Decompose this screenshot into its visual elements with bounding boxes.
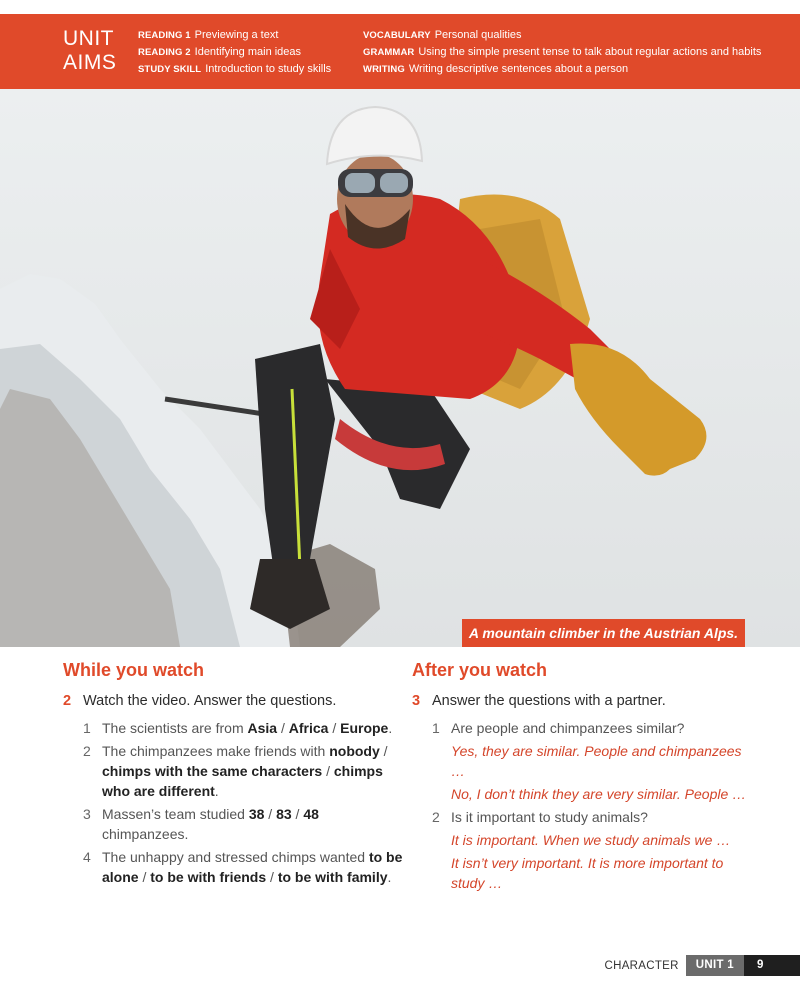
climber-illustration (0, 89, 800, 647)
question-text: Massen’s team studied (102, 806, 249, 822)
option[interactable]: chimps with the same characters (102, 763, 323, 779)
goggle-lens (345, 173, 375, 193)
question-text: Are people and chimpanzees similar? (451, 720, 685, 736)
aim-key: VOCABULARY (363, 30, 431, 41)
option[interactable]: chimps who are different (102, 763, 383, 799)
aim-text: Using the simple present tense to talk about regular actions and habits (418, 46, 762, 58)
aims-list-right (363, 27, 761, 78)
question-item (83, 847, 403, 887)
after-you-watch-section (412, 657, 752, 896)
option[interactable]: nobody (329, 743, 380, 759)
aim-text: Previewing a text (194, 29, 279, 41)
task-text: Watch the video. Answer the questions. (83, 693, 337, 709)
option[interactable]: Africa (288, 720, 329, 736)
question-text: The chimpanzees make friends with (102, 743, 330, 759)
while-you-watch-section (63, 657, 403, 890)
question-item (432, 807, 752, 827)
question-number: 2 (432, 809, 440, 825)
question-end: . (388, 720, 393, 736)
task-number: 2 (63, 693, 72, 709)
aim-key: STUDY SKILL (138, 64, 202, 75)
option[interactable]: 83 (276, 806, 292, 822)
aim-text: Introduction to study skills (205, 63, 332, 75)
question-item (432, 718, 752, 738)
aim-key: READING 2 (138, 47, 191, 58)
aim-writing (363, 61, 761, 78)
aim-key: WRITING (363, 64, 405, 75)
question-end: chimpanzees. (102, 826, 189, 842)
unit-aims-title-line2: AIMS (63, 51, 117, 74)
separator: / (264, 806, 277, 822)
separator: / (328, 720, 341, 736)
option[interactable]: 38 (248, 806, 265, 822)
aim-text: Writing descriptive sentences about a person (408, 63, 629, 75)
question-text: Is it important to study animals? (451, 809, 648, 825)
photo-caption: A mountain climber in the Austrian Alps. (462, 619, 745, 647)
top-rule (0, 0, 800, 12)
footer-chapter-label: CHARACTER (604, 959, 679, 972)
sample-answer: No, I don’t think they are very similar. People … (451, 786, 747, 802)
page-footer (605, 955, 800, 976)
option[interactable]: to be with family (277, 869, 388, 885)
question-text: The unhappy and stressed chimps wanted (102, 849, 369, 865)
unit-aims-header (0, 14, 800, 89)
option[interactable]: Europe (340, 720, 389, 736)
question-end: . (387, 869, 392, 885)
aims-list-left (138, 27, 331, 78)
aim-text: Identifying main ideas (194, 46, 302, 58)
option[interactable]: to be with friends (150, 869, 267, 885)
separator: / (379, 743, 388, 759)
question-end: . (214, 783, 219, 799)
unit-aims-title-line1: UNIT (63, 27, 114, 50)
sample-answer: It is important. When we study animals we … (451, 832, 731, 848)
separator: / (322, 763, 334, 779)
aim-key: GRAMMAR (363, 47, 415, 58)
aim-grammar (363, 44, 761, 61)
aim-reading-2 (138, 44, 331, 61)
section-title: While you watch (63, 660, 205, 680)
separator: / (291, 806, 304, 822)
glove (570, 343, 706, 475)
option[interactable]: 48 (303, 806, 319, 822)
task-instruction (63, 691, 403, 711)
sample-answer: It isn’t very important. It is more important to study … (451, 855, 724, 891)
helmet (327, 107, 422, 164)
sample-answer: Yes, they are similar. People and chimpanzees … (451, 743, 742, 779)
aim-vocabulary (363, 27, 761, 44)
question-number: 3 (83, 806, 91, 822)
question-number: 2 (83, 743, 91, 759)
aim-reading-1 (138, 27, 331, 44)
aim-study-skill (138, 61, 331, 78)
section-title: After you watch (412, 660, 548, 680)
question-number: 1 (83, 720, 91, 736)
task-number: 3 (412, 693, 421, 709)
footer-unit-badge: UNIT 1 (686, 955, 744, 976)
aim-text: Personal qualities (434, 29, 522, 41)
goggle-lens-2 (380, 173, 408, 193)
option[interactable]: Asia (247, 720, 278, 736)
unit-aims-title (63, 27, 116, 75)
separator: / (138, 869, 151, 885)
task-text: Answer the questions with a partner. (432, 693, 666, 709)
climber-photo (0, 89, 800, 647)
question-item (83, 804, 403, 844)
question-number: 1 (432, 720, 440, 736)
question-number: 4 (83, 849, 91, 865)
question-list (412, 718, 752, 893)
separator: / (266, 869, 278, 885)
question-item (83, 718, 403, 738)
question-item (83, 741, 403, 801)
question-text: The scientists are from (102, 720, 248, 736)
task-instruction (412, 691, 752, 711)
separator: / (277, 720, 289, 736)
option[interactable]: to be alone (102, 849, 403, 885)
question-list (63, 718, 403, 887)
page-number: 9 (744, 955, 800, 976)
aim-key: READING 1 (138, 30, 191, 41)
